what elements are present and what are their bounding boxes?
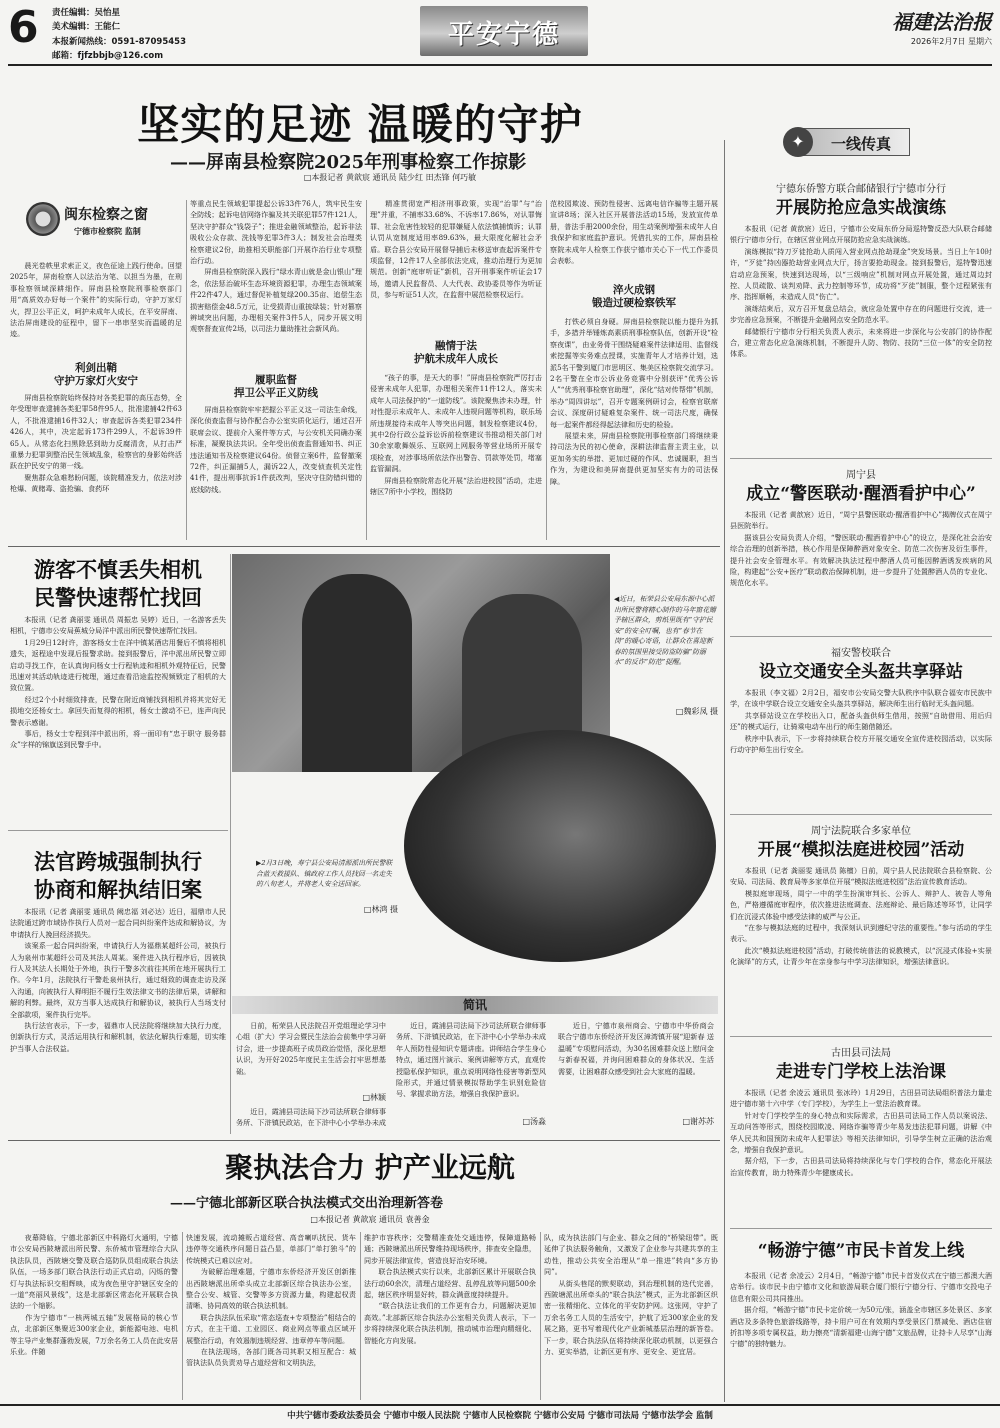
brief-4 — [730, 822, 992, 1033]
brief-1-body: 本报讯（记者 黄歆宸）近日，宁德市公安局东侨分局巡特警反恐大队联合邮储银行宁德市分行，在辖区营业网点开展防抢应急实战演练。 演练模拟“持刀歹徒抢劫人质闯入营业网点抢劫现金”突发场景。当日上午10时许，“歹徒”持凶器抢劫营业网点大厅，扬言要抢劫现金。接到报警后，巡特警迅速启动应急预案，快速到达现场，以“三级响应”机制对网点开展处置，通过周边封控、人员疏散、谈判劝降、武力控制等环节，成功将“歹徒”制服，整个过程紧张有序、指挥顺畅，未造成人员“伤亡”。 演练结束后，双方召开复盘总结会，就应急处置中存在的问题进行交流，进一步完善应急预案，不断提升金融网点安全防范水平。 邮储银行宁德市分行相关负责人表示，未来将进一步深化与公安部门的协作配合，建立常态化应急演练机制，不断提升人防、物防、技防“三位一体”的安全防控体系。 — [730, 224, 992, 359]
jianxun-item-1: 日前，柘荣县人民法院召开党组理论学习中心组（扩大）学习会暨民生法治会前集中学习研讨会，进一步提高班子成员政治觉悟，深化思想认识，为开好2025年度民主生活会打牢思想基础。 — [236, 1021, 386, 1076]
camera-story-title: 游客不慎丢失相机 民警快速帮忙找回 — [34, 557, 202, 610]
col-divider — [360, 1232, 361, 1400]
main-col1-body: 屏南县检察院始终保持对各类犯罪的高压态势，全年受理审查逮捕各类犯罪58件95人，批准逮捕42件63人，不批准逮捕16件32人；审查起诉各类犯罪234件426人，其中，决定起诉173件299人，不起诉39件65人。从常态化扫黑除恶到助力反腐清贪，从打击严重暴力犯罪到整治民生领域乱象，检察官的身影始终活跃在护民安宁的第一线。 聚焦群众急难愁盼问题，该院精准发力，依法对涉枪爆、黄赌毒、盗抢骗、食药环 — [10, 393, 182, 494]
enforcement-subtitle: ——宁德北部新区联合执法模式交出治理新答卷 — [170, 1196, 444, 1211]
page-number: 6 — [8, 2, 39, 53]
camera-story-body: 本报讯（记者 龚丽雯 通讯员 周振忠 吴婷）近日，一名游客丢失相机，宁德市公安局蕉城分局洋中派出所民警快速帮忙找回。 1月29日12时许，游客杨女士在洋中镇某酒店用餐后不慎将相机遗失，返程途中发现后报警求助。接到报警后，洋中派出所民警立即启动寻找工作，在认真询问杨女士行程轨迹和相机外观特征后，民警迅速对其活动轨迹进行梳理，通过查看沿途监控视频锁定了相机的大致位置。 经过2个小时细致排查，民警在附近商铺找到相机并将其完好无损地交还杨女士。拿回失而复得的相机，杨女士激动不已，连声向民警表示感谢。 事后，杨女士专程到洋中派出所，将一面印有“忠于职守 服务群众”字样的锦旗送到民警手中。 — [10, 615, 226, 750]
brief-4-org: 周宁法院联合多家单位 — [811, 826, 911, 837]
main-col3-body: 精准贯彻宽严相济刑事政策，实现“治罪”与“治理”并重，不捕率33.68%、不诉率17.86%，对认罪悔罪、社会危害性较轻的犯罪嫌疑人依法慎捕慎诉；认罪认罚从宽制度适用率89.63%，最大限度化解社会矛盾。联合县公安局开展督导捕后未移送审查起诉案件专项监督，12件17人全部依法完成，推动治理行为更加规范。创新“庭审听证”新机，召开刑事案件听证会17场，邀请人民监督员、人大代表、政协委员等作为听证员，参与听证51人次，在监督中展范检察权运行。 — [370, 199, 542, 300]
main-title: 坚实的足迹 温暖的守护 — [137, 100, 583, 149]
jianxun-item-1-credit: □林颖 — [362, 1093, 386, 1102]
briefs-label-box — [791, 128, 910, 156]
jianxun-title-bar — [232, 996, 718, 1014]
page-header — [0, 0, 1000, 64]
editor-art: 美术编辑：王能仁 — [52, 22, 121, 32]
photo1-caption: ◀近日，柘荣县公安局东源中心派出所民警将精心制作的马年窗花赠予辖区群众，剪纸里既有“守护民安”的安全叮嘱，也有“春节在岗”的暖心寄语，让群众在喜迎新春的氛围里接受防盗防骗“防溺水”的反诈“防范”提醒。 — [614, 595, 716, 666]
jianxun-item-2-credit: □汤淼 — [522, 1117, 546, 1126]
main-col2-body: 等重点民生领域犯罪提起公诉33件76人，筑牢民生安全防线；起诉电信网络诈骗及其关联犯罪57件121人，坚决守护群众“钱袋子”；推进金融领域整治，起诉非法吸收公众存款、洗钱等犯罪3件3人；制发社会治理类检察建议2份，助推相关职能部门开展诈治行业专项整治行动。 屏南县检察院深入践行“绿水青山就是金山银山”理念，依法惩治破坏生态环境资源犯罪，办理生态领域案件22件47人，通过督促补植复绿200.35亩、追偿生态损害赔偿金48.5万元，让受损青山重披绿装；针对篡察辨域突出问题，办理相关案件3件5人，同步开展文明观察督查宣传2场，以司法力量助推社会新风尚。 — [190, 199, 362, 334]
enforcement-col-4: 队，成为执法部门与企业、群众之间的“桥梁纽带”。既延伸了执法服务触角，又激发了企业参与共建共享的主动性，推动公共安全治理从“单一推进”转向“多方协同”。 从街头巷尾的默契联动，到治理机制的迭代完善，西陂塘派出所牵头的“联合执法”模式，正为北部新区织密一张精细化、立体化的平安防护网。这张网，守护了万余名务工人员的生活安宁，护航了近300家企业的发展之路，更书写着现代化产业新城基层治理的新答卷。下一步，联合执法队伍将持续深化联动机制，以更强合力、更实举措，让新区更有序、更安全、更宜居。 — [544, 1233, 718, 1357]
section-rule — [8, 546, 720, 547]
brief-divider — [730, 814, 992, 815]
enforcement-col-2: 快速发展，流动摊贩占道经营、高音喇叭扰民、货车违停等交通秩序问题日益凸显，单部门“单打独斗”的传统模式已难以应对。 为破解治理难题，宁德市东侨经济开发区创新推出西陂塘派出所牵头成立北部新区综合执法办公室，整合公安、城管、交警等多方资源力量，构建起权责清晰、协同高效的联合执法机制。 联合执法队伍采取“常态巡查+专项整治”相结合的方式，在主干道、工业园区、商业网点等重点区域开展整治行动，有效遏制违规经营、违章停车等问题。 在执法现场，各部门既各司其职又相互配合：城管执法队员负责劝导占道经营和文明执法， — [186, 1233, 356, 1368]
col-divider — [540, 1232, 541, 1400]
hotline: 本报新闻热线：0591-87095453 — [52, 37, 187, 47]
brief-1-org: 宁德东侨警方联合邮储银行宁德市分行 — [776, 184, 946, 195]
court-story-title: 法官跨城强制执行 协商和解执结旧案 — [34, 849, 202, 902]
brief-divider — [730, 458, 992, 459]
col-divider — [366, 200, 367, 540]
brief-6-title: “畅游宁德”市民卡首发上线 — [757, 1241, 965, 1261]
main-col4-body: 范校园欺凌、预防性侵害、远离电信诈骗等主题开展宣讲8场；深入社区开展普法活动15场，发放宣传单册，普法手册2000余份，用生动案例增强未成年人自我保护和家庭监护意识。凭借扎实的工作，屏南县检察院未成年人检察工作获宁德市关心下一代工作委员会表彰。 — [550, 199, 718, 266]
brief-divider — [730, 1036, 992, 1037]
masthead-logo: 福建法治报 — [892, 10, 992, 34]
right-column-divider — [724, 140, 725, 1402]
enforcement-col-3: 维护市容秩序；交警精准查处交通违停，保障道路畅通；西陂塘派出所民警维持现场秩序，排查安全隐患，同步开展法律宣传，营造良好治安环境。 联合执法模式实行以来，北部新区累计开展联合执法行动60余次，清理占道经营、乱停乱放等问题500余起，辖区秩序明显好转，群众满意度持续提升。 “联合执法让我们的工作更有合力，问题解决更加高效。”北部新区综合执法办公室相关负责人表示，下一步将持续深化联合执法机制，推动城市治理向精细化、智能化方向发展。 — [364, 1233, 536, 1345]
main-byline: □本报记者 黄歆宸 通讯员 陆少红 田杰锋 何巧敏 — [303, 173, 477, 182]
badge-title: 闽东检察之窗 — [64, 207, 148, 223]
enforcement-byline: □本报记者 黄歆宸 通讯员 袁善金 — [310, 1215, 430, 1224]
brief-3-body: 本报讯（李文福）2月2日，福安市公安局交警大队秩序中队联合福安市民族中学，在该中学联合设立交通安全头盔共享驿站，解决师生出行临时无头盔问题。 共享驿站设立在学校出入口，配备头盔供师生借用，按照“自助借用、用后归还”的模式运行，让骑乘电动车出行的师生随借随还。 秩序中队表示，下一步将持续联合校方开展交通安全宣传进校园活动，以实际行动守护师生出行安全。 — [730, 688, 992, 755]
brief-2-body: 本报讯（记者 黄歆宸）近日，“周宁县警医联动·醒酒看护中心”揭牌仪式在周宁县医院举行。 据该县公安局负责人介绍，“警医联动·醒酒看护中心”的设立，是深化社会治安综合治理的创新举措，核心作用是保障醉酒对象安全、防范二次伤害及衍生事件，提升社会安全管理水平。有效解决执法过程中醉酒人员可能因醉酒诱发疾病的风险，构建起“公安+医疗”联动救治保障机制，进一步提升了处置醉酒人员的专业化、规范化水平。 — [730, 510, 992, 588]
heading-duty: 履职监督 捍卫公平正义防线 — [234, 374, 318, 399]
brief-5 — [730, 1044, 992, 1227]
col-divider — [230, 554, 231, 1134]
brief-3-org: 福安警校联合 — [831, 648, 891, 659]
photo2-credit: □林鸿 摄 — [363, 905, 398, 914]
photo1-credit: □魏彩凤 摄 — [675, 707, 718, 716]
enforcement-col-1: 夜幕降临，宁德北部新区中科路灯火通明，宁德市公安局西陂塘派出所民警、东侨城市管理综合大队执法队员，西陂塘交警及联合巡防队员组成联合执法队伍，一场多部门联合执法行动正式启动，闪烁的警灯与执法标识交相辉映，成为夜色里守护辖区安全的一道“亮丽风景线”，这是北部新区常态化开展联合执法的一个缩影。 作为宁德市“一核两城五轴”发展格局的核心节点，北部新区集聚近300家企业，新能源电池、电机等主导产业集群蓬勃发展，7万余名务工人员在此安居乐业。伴随 — [10, 1233, 178, 1357]
heading-forge: 淬火成钢 锻造过硬检察铁军 — [592, 284, 676, 309]
brief-2 — [730, 466, 992, 633]
brief-2-org: 周宁县 — [846, 470, 876, 481]
main-subtitle: ——屏南县检察院2025年刑事检察工作掠影 — [170, 152, 527, 173]
emblem-icon — [26, 202, 60, 236]
photo-night-rescue — [404, 730, 716, 962]
heading-sword: 利剑出鞘 守护万家灯火安宁 — [54, 362, 138, 387]
col-divider — [182, 1232, 183, 1400]
brief-1 — [730, 180, 992, 445]
brief-divider — [730, 1228, 992, 1229]
brief-2-title: 成立“警医联动·醒酒看护中心” — [746, 484, 976, 504]
photo2-caption: ▶2月3日晚，寿宁县公安局清源派出所民警联合蓝天救援队、镇政府工作人员找回一名走失的八旬老人，并将老人安全送回家。 — [256, 859, 393, 888]
footer-sponsors: 中共宁德市委政法委员会 宁德市中级人民法院 宁德市人民检察院 宁德市公安局 宁德市司法局 宁德市法学会 监制 — [287, 1411, 713, 1421]
section-title: 平安宁德 — [447, 20, 560, 50]
brief-6-body: 本报讯（记者 余凌云）2月4日，“畅游宁德”市民卡首发仪式在宁德三都澳大酒店举行。该市民卡由宁德市文化和旅游局联合厦门银行宁德分行、宁德市交投电子信息有限公司共同推出。 据介绍，“畅游宁德”市民卡定价统一为50元/张，涵盖全市辖区多处景区、多家酒店及多条特色旅游线路等，持卡用户可在有效期内享受景区门票减免、酒店住宿折扣等多项专属权益，助力擦亮“清新福建·山海宁德”文旅品牌，让持卡人尽享“山海宁德”的独特魅力。 — [730, 1271, 992, 1349]
megaphone-icon: ✦ — [783, 127, 813, 157]
brief-4-body: 本报讯（记者 龚丽雯 通讯员 陈檀）日前，周宁县人民法院联合县检察院、公安局、司法局、教育局等多家单位开展“模拟法庭进校园”法治宣传教育活动。 模拟庭审现场，周宁一中的学生扮演审判长、公诉人、辩护人、被告人等角色，严格遵循庭审程序，依次推进法庭调查、法庭辩论、最后陈述等环节，让同学们在沉浸式体验中感受法律的威严与公正。 “在参与模拟法庭的过程中，我深刻认识到遵纪守法的重要性。”参与活动的学生表示。 此次“模拟法庭进校园”活动，打破传统普法的说教模式，以“沉浸式体验+实景化演绎”的方式，让青少年在亲身参与中学习法律知识，增强法律意识。 — [730, 866, 992, 967]
jianxun-title: 简讯 — [462, 998, 487, 1012]
col-divider — [546, 200, 547, 540]
mailbox: 邮箱：fjfzbbjb@126.com — [52, 51, 164, 61]
section-rule — [8, 1140, 720, 1141]
brief-4-title: 开展“模拟法庭进校园”活动 — [757, 840, 965, 860]
main-col1-intro: 晨光卷帙里求索正义，夜色征途上践行使命。回望2025年，屏南检察人以法治为笔、以担当为墨，在刑事检察领域深耕细作。屏南县检察院刑事检察部门用“高质效办好每一个案件”的实际行动，守护万家灯火，捍卫公平正义，呵护未成年人成长，在平安屏南、法治屏南建设的征程中，留下一串串坚实而温暖的足迹。 — [10, 261, 182, 339]
brief-3 — [730, 644, 992, 811]
brief-5-org: 古田县司法局 — [831, 1048, 891, 1059]
issue-date: 2026年2月7日 星期六 — [910, 37, 992, 46]
briefs-label: 一线传真 — [831, 135, 892, 153]
header-rule — [8, 64, 992, 66]
jianxun-box — [232, 996, 718, 1134]
column-badge — [26, 200, 176, 246]
main-col3-body-b: “孩子的事，是天大的事！”屏南县检察院严厉打击侵害未成年人犯罪，办理相关案件11件12人，落实未成年人司法保护的“一道防线”。该院聚焦涉未办理，针对性提示未成年人、未成年人违规问题等机构，联乐场所违规接待未成年人等突出问题，制发检察建议4份，其中2份行政公益诉讼诉前检察建议书推动相关部门对30余家歌舞娱乐、互联网上网服务等营业场所开展专项检查，对涉事场所依法作出警告、罚款等处罚，堵塞监管漏洞。 屏南县检察院常态化开展“法治进校园”活动，走进辖区7所中小学校，围绕防 — [370, 373, 542, 497]
section-rule — [8, 830, 228, 831]
col-divider — [186, 200, 187, 540]
photo-figure-officer — [302, 574, 412, 772]
main-col2-body-b: 屏南县检察院牢牢把握公平正义这一司法生命线，深化侦查监督与协作配合办公室实质化运行，通过召开联席会议、提前介入案件等方式，与公安机关同确办案标准，凝聚执法共识。全年受出侦查监督通知书、纠正违法通知书及检察建议64份。侦督立案6件，监督撤案72件，纠正漏捕5人，漏诉22人，改变侦查机关定性41件，提出刑事抗诉1件获改判，坚决守住防错纠错的底线防线。 — [190, 405, 362, 494]
brief-5-body: 本报讯（记者 余凌云 通讯员 张冰玲）1月29日，古田县司法局组织普法力量走进宁德市第十六中学（专门学校），为学生上一堂法治教育课。 针对专门学校学生的身心特点和实际需求，古田县司法局工作人员以案说法、互动问答等形式，围绕校园欺凌、网络诈骗等青少年易发违法犯罪问题，讲解《中华人民共和国预防未成年人犯罪法》等相关法律知识，引导学生树立正确的法治观念，增强自我保护意识。 据介绍，下一步，古田县司法局将持续深化与专门学校的合作，常态化开展法治宣传教育，助力特殊青少年健康成长。 — [730, 1088, 992, 1177]
brief-3-title: 设立交通安全头盔共享驿站 — [759, 662, 963, 682]
main-col4-body-b: 打铁必须自身硬。屏南县检察院以能力提升为抓手，多措并举锤炼高素质刑事检察队伍，创新开设“检察夜课”，由业务骨干围绕疑难案件法律适用、监督线索挖掘等实务难点授课，实施青年人才培养计划，选派5名干警到厦门市思明区、集美区检察院交流学习。2名干警在全市公诉业务竞赛中分别获评“优秀公诉人”“优秀刑事检察官助理”，深化“结对传帮带”机制，举办“周四讲坛”，召开专题案例研讨会，检察官联席会议、深度研讨疑难复杂案件、统一司法尺度，确保每一起案件都经得起法律和历史的检验。 展望未来，屏南县检察院刑事检察部门将继续秉持司法为民的初心使命，深耕法律监督主责主业，以更加务实的举措、更加过硬的作风、忠诚履职，担当作为，为建设和美屏南提供更加坚实有力的司法保障。 — [550, 317, 718, 486]
badge-subtitle: 宁德市检察院 监制 — [74, 227, 141, 236]
enforcement-title: 聚执法合力 护产业远航 — [225, 1151, 515, 1184]
jianxun-item-2: 近日，霞浦县司法局下沙司法所联合律师事务所、下浒镇民政站，在下浒中心小学举办未成年人预防性侵知识专题讲座。讲师结合学生身心特点，通过图片演示、案例讲解等方式，直观传授隐私保护知识，重点说明网络性侵害等新型风险形式，并通过情景模拟帮助学生识别危险信号、掌握求助方法，增强自我保护意识。 — [396, 1021, 546, 1099]
section-banner — [420, 6, 588, 56]
editor-duty: 责任编辑：吴怡星 — [52, 8, 121, 18]
page-footer — [0, 1404, 1000, 1428]
court-story-body: 本报讯（记者 龚丽雯 通讯员 阙忠福 刘必达）近日，福鼎市人民法院通过跨市域协作执行人员对一起合同纠纷案件达成和解协议，为申请执行人挽回经济损失。 该案系一起合同纠纷案，申请执行人为福鼎某超纤公司，被执行人为泉州市某超纤公司及其法人周某。案件进入执行程序后，因被执行人及其法人长期处于外地，执行干警多次前往其所在地开展执行工作。今年1月，法院执行干警赴泉州执行，通过细致的调查走访及深入沟通，向被执行人释明拒不履行生效法律文书的法律后果，讲解和解的利弊。最终，双方当事人达成执行和解协议，被执行人当场支付全部款项，案件执行完毕。 执行法官表示，下一步，福鼎市人民法院将继续加大执行力度，创新执行方式，灵活运用执行和解机制，依法化解执行难题，切实维护当事人合法权益。 — [10, 907, 226, 1053]
brief-divider — [730, 636, 992, 637]
brief-6 — [730, 1240, 992, 1396]
brief-5-title: 走进专门学校上法治课 — [776, 1062, 946, 1082]
heading-law: 融情于法 护航未成年人成长 — [414, 340, 498, 365]
brief-1-title: 开展防抢应急实战演练 — [776, 198, 946, 218]
jianxun-item-3: 近日，宁德市泉州商会、宁德市中华侨商会联合宁德市东侨经济开发区漳湾镇开展“迎新春 送温暖”专项慰问活动，为30名困难群众送上慰问金与新春祝福，并询问困难群众的身体状况、生活需要，让困难群众感受到社会大家庭的温暖。 — [558, 1021, 714, 1076]
jianxun-item-1b: 近日，霞浦县司法局下沙司法所联合律师事务所、下浒镇民政站，在下浒中心小学举办未成 — [236, 1107, 386, 1128]
jianxun-item-3-credit: □谢苏苏 — [682, 1117, 714, 1126]
